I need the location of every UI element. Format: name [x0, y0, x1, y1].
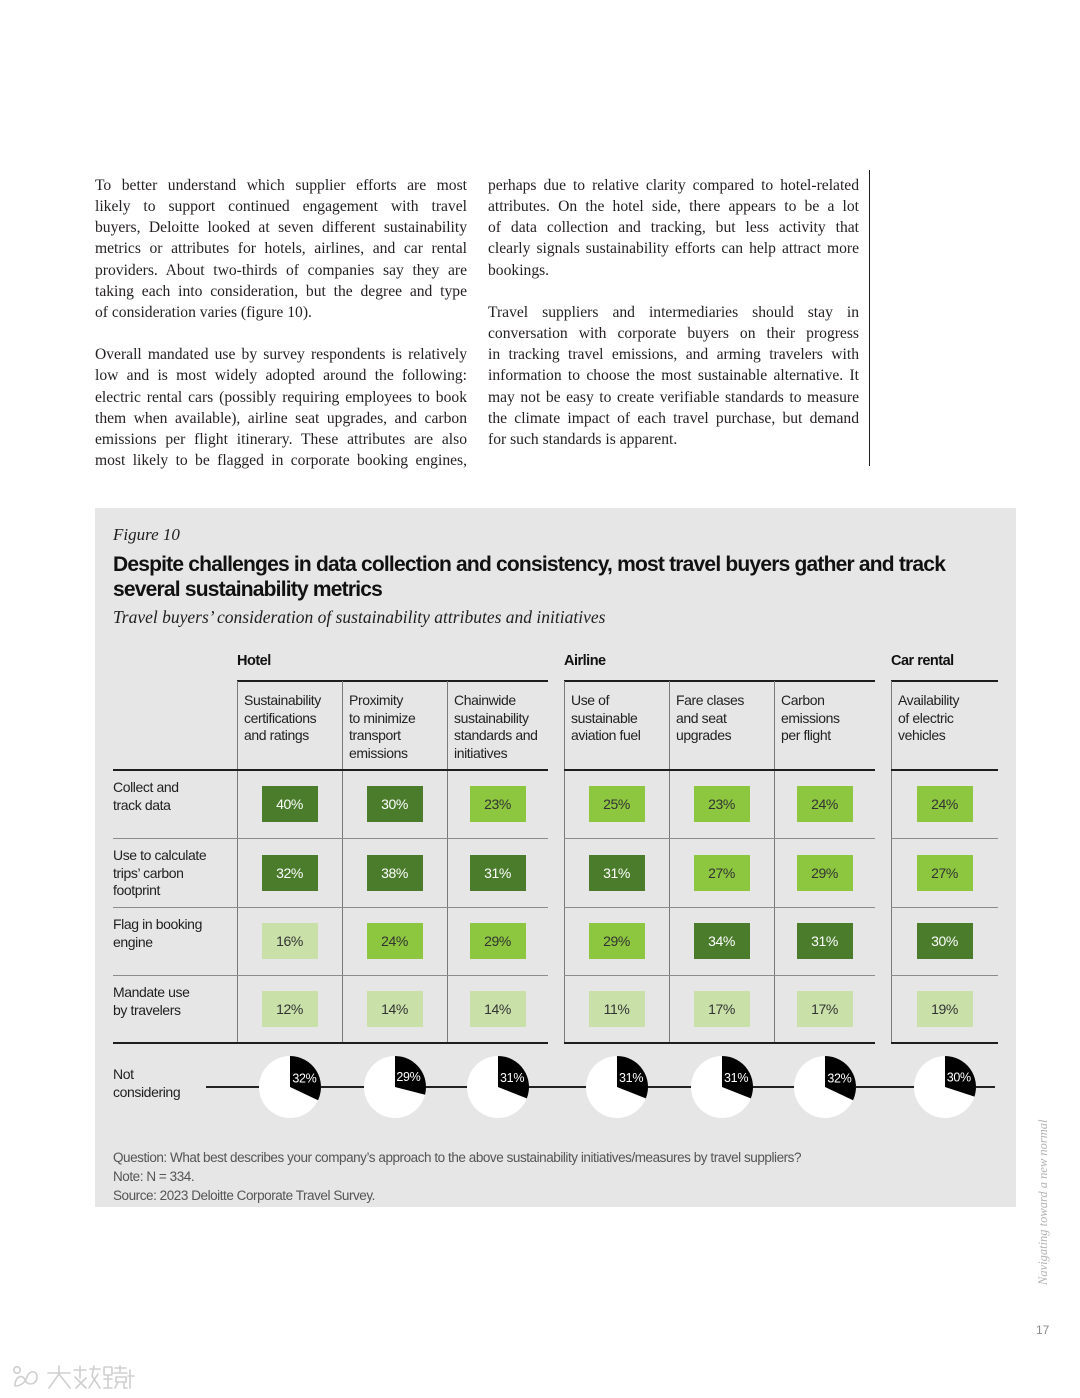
figure-title: Despite challenges in data collection and consistency, most travel buyers gather and track several sustainability metrics — [113, 553, 946, 601]
pie-label — [946, 1071, 970, 1085]
cell-value: 17 — [811, 1001, 826, 1017]
pie-label — [724, 1071, 748, 1085]
cell-unit: % — [395, 933, 408, 949]
cell-unit: % — [617, 933, 630, 949]
cell-value: 17 — [708, 1001, 723, 1017]
pie-label — [292, 1071, 316, 1085]
body-text-line: may not be easy to create verifiable standards to measure — [488, 388, 859, 406]
row-divider — [113, 769, 548, 771]
row-label — [113, 984, 231, 1019]
body-paragraph — [95, 344, 467, 471]
body-text-line: for such standards is apparent. — [488, 430, 678, 448]
cell-value: 31 — [811, 933, 826, 949]
column-header-line: vehicles — [898, 727, 946, 744]
heatmap-cell — [470, 786, 526, 822]
row-divider — [564, 907, 875, 908]
row-divider — [564, 769, 875, 771]
body-text-line: in tracking travel emissions, and arming travelers with — [488, 346, 859, 364]
group-top-rule — [564, 680, 875, 682]
body-paragraph — [488, 175, 859, 281]
body-text-line: electric rental cars (possibly requiring employees to book — [95, 388, 467, 406]
row-divider — [113, 975, 548, 976]
body-text-line: To better understand which supplier efforts are most — [95, 177, 467, 194]
figure-panel — [95, 508, 1016, 1207]
cell-value: 23 — [708, 796, 723, 812]
body-text-line: providers. About two-thirds of companies say they are — [95, 261, 467, 279]
heatmap-cell — [262, 991, 318, 1027]
heatmap-cell — [694, 786, 750, 822]
column-header — [349, 692, 444, 762]
cell-value: 14 — [484, 1001, 499, 1017]
cell-unit: % — [825, 933, 838, 949]
cell-unit: % — [290, 933, 303, 949]
heatmap-cell — [589, 923, 645, 959]
pie-label — [396, 1070, 420, 1084]
column-header — [454, 692, 545, 762]
cell-unit: % — [498, 864, 511, 881]
pie-value: 32 — [291, 1071, 306, 1086]
heatmap-cell — [470, 855, 526, 891]
column-header-line: Fare clases — [676, 692, 744, 708]
pie-unit: % — [736, 1070, 748, 1085]
column-divider-rule — [869, 170, 870, 466]
heatmap-cell — [694, 855, 750, 891]
cell-value: 24 — [381, 933, 396, 949]
row-divider — [891, 769, 998, 771]
not-considering-label-line: considering — [113, 1083, 181, 1100]
body-text-line: emissions per flight itinerary. These attributes are also — [95, 430, 467, 448]
column-header — [571, 692, 666, 745]
column-header-line: emissions — [781, 709, 840, 726]
pie-value: 31 — [499, 1070, 513, 1085]
cell-value: 32 — [276, 864, 291, 881]
row-label-line: Use to calculate — [113, 847, 207, 863]
group-header-hotel: Hotel — [237, 653, 271, 669]
not-considering-pie — [362, 1054, 428, 1120]
row-label-line: Flag in booking — [113, 916, 202, 932]
not-considering-pie — [465, 1054, 531, 1120]
cell-value: 11 — [603, 1001, 618, 1017]
body-column-right — [488, 175, 859, 471]
cell-value: 31 — [603, 864, 618, 881]
cell-unit: % — [498, 933, 511, 949]
cell-unit: % — [395, 1001, 408, 1017]
pie-value: 31 — [618, 1070, 632, 1085]
body-text-line: taking each into consideration, but the degree and type — [95, 282, 467, 300]
heatmap-cell — [589, 855, 645, 891]
not-considering-label — [113, 1066, 231, 1101]
cell-value: 29 — [484, 933, 499, 949]
pie-value: 31 — [723, 1070, 737, 1085]
cell-unit: % — [945, 1001, 958, 1017]
pie-value: 29 — [395, 1070, 410, 1085]
heatmap-cell — [367, 786, 423, 822]
heatmap-cell — [797, 855, 853, 891]
figure-label: Figure 10 — [113, 525, 180, 544]
row-divider — [113, 907, 548, 908]
column-header-line: certifications — [244, 709, 317, 726]
cell-unit: % — [722, 933, 735, 949]
body-text-line: metrics or attributes for hotels, airlines, and car rental — [95, 240, 467, 258]
column-header-line: Chainwide — [454, 692, 516, 708]
not-considering-pie — [689, 1054, 755, 1120]
cell-unit: % — [945, 796, 958, 812]
heatmap-cell — [262, 855, 318, 891]
cell-unit: % — [395, 796, 408, 812]
body-column-left — [95, 175, 467, 492]
pie-unit: % — [840, 1071, 851, 1086]
column-header-line: sustainable — [571, 709, 638, 726]
figure-source-note: Source: 2023 Deloitte Corporate Travel Survey. — [113, 1188, 375, 1203]
heatmap-cell — [367, 991, 423, 1027]
cell-unit: % — [722, 1001, 735, 1017]
cell-value: 38 — [381, 864, 396, 881]
body-text-line: perhaps due to relative clarity compared to hotel-related — [488, 177, 859, 194]
cell-unit: % — [617, 796, 630, 812]
heatmap-cell — [917, 991, 973, 1027]
cell-value: 27 — [931, 864, 946, 881]
column-header-line: aviation fuel — [571, 727, 641, 744]
cell-unit: % — [945, 933, 958, 949]
cell-unit: % — [498, 796, 511, 812]
body-text-line: the climate impact of each travel purchase, but demand — [488, 409, 859, 427]
group-top-rule — [237, 680, 548, 682]
cell-unit: % — [290, 1001, 303, 1017]
body-text-line: likely to support continued engagement with travel — [95, 198, 467, 216]
heatmap-cell — [917, 923, 973, 959]
body-paragraph — [95, 175, 467, 323]
body-text-line: buyers, Deloitte looked at seven different sustainability — [95, 219, 467, 237]
cell-value: 31 — [484, 864, 499, 881]
body-text-line: of consideration varies (figure 10). — [95, 303, 312, 321]
row-divider — [113, 838, 548, 839]
heatmap-cell — [917, 786, 973, 822]
cell-unit: % — [945, 864, 958, 881]
group-top-rule — [891, 680, 998, 682]
column-header-line: Carbon — [781, 692, 825, 708]
heatmap-cell — [694, 923, 750, 959]
cell-value: 29 — [811, 864, 826, 881]
not-considering-pie — [257, 1054, 323, 1120]
cell-unit: % — [290, 864, 303, 881]
column-header-line: Availability — [898, 692, 960, 708]
row-label-line: Mandate use — [113, 984, 190, 1000]
figure-subtitle: Travel buyers’ consideration of sustainability attributes and initiatives — [113, 607, 606, 627]
column-divider — [342, 681, 343, 1043]
watermark-logo — [10, 1362, 142, 1392]
row-label-line: engine — [113, 933, 153, 950]
cell-value: 29 — [603, 933, 618, 949]
heatmap-cell — [367, 855, 423, 891]
column-header-line: and seat — [676, 709, 727, 726]
row-divider — [891, 975, 998, 976]
not-considering-pie — [792, 1054, 858, 1120]
pie-label — [619, 1071, 643, 1085]
group-header-airline: Airline — [564, 653, 606, 669]
column-header — [898, 692, 995, 745]
heatmap-cell — [470, 923, 526, 959]
cell-value: 27 — [708, 864, 723, 881]
cell-value: 25 — [603, 796, 618, 812]
not-considering-pie — [912, 1054, 978, 1120]
row-divider — [891, 838, 998, 839]
column-divider — [669, 681, 670, 1043]
row-divider — [891, 1042, 998, 1044]
column-header-line: of electric — [898, 709, 954, 726]
row-divider — [113, 1042, 548, 1044]
column-header-line: to minimize — [349, 709, 416, 726]
pie-unit: % — [512, 1070, 524, 1085]
heatmap-cell — [262, 786, 318, 822]
cell-unit: % — [825, 864, 838, 881]
heatmap-cell — [470, 991, 526, 1027]
cell-unit: % — [617, 1001, 630, 1017]
pie-label — [500, 1071, 524, 1085]
column-header — [781, 692, 872, 745]
column-header-line: upgrades — [676, 727, 732, 744]
row-label-line: footprint — [113, 882, 160, 899]
body-text-line: of data collection and tracking, but less activity that — [488, 219, 859, 237]
cell-unit: % — [722, 864, 735, 881]
heatmap-cell — [262, 923, 318, 959]
column-header-line: Use of — [571, 692, 610, 708]
row-label — [113, 779, 231, 814]
column-divider — [774, 681, 775, 1043]
cell-value: 30 — [931, 933, 946, 949]
body-text-line: bookings. — [488, 261, 550, 279]
cell-unit: % — [395, 864, 408, 881]
column-header-line: transport — [349, 727, 401, 744]
cell-unit: % — [290, 796, 303, 812]
body-text-line: most likely to be flagged in corporate booking engines, — [95, 452, 467, 470]
pie-unit: % — [305, 1071, 316, 1086]
cell-unit: % — [825, 1001, 838, 1017]
pie-value: 30 — [946, 1070, 960, 1085]
cell-unit: % — [825, 796, 838, 812]
cell-value: 24 — [811, 796, 826, 812]
column-header-line: Proximity — [349, 692, 403, 708]
cell-unit: % — [617, 864, 630, 881]
cell-unit: % — [722, 796, 735, 812]
figure-sample-note: Note: N = 334. — [113, 1169, 195, 1184]
figure-question-note: Question: What best describes your company’s approach to the above sustainability initiatives/measures by travel suppliers? — [113, 1150, 802, 1165]
not-considering-pie — [584, 1054, 650, 1120]
column-header-line: Sustainability — [244, 692, 321, 708]
body-text-line: Travel suppliers and intermediaries should stay in — [488, 303, 859, 321]
cell-value: 14 — [381, 1001, 396, 1017]
pie-label — [827, 1071, 851, 1085]
column-header — [244, 692, 339, 745]
row-divider — [891, 907, 998, 908]
body-text-line: them when available), airline seat upgrades, and carbon — [95, 409, 467, 427]
pie-value: 32 — [826, 1071, 841, 1086]
running-head: Navigating toward a new normal — [1036, 1119, 1050, 1285]
cell-value: 12 — [276, 1001, 291, 1017]
column-divider — [564, 681, 565, 1043]
heatmap-table — [95, 508, 1016, 1207]
cell-value: 40 — [276, 796, 291, 812]
cell-value: 24 — [931, 796, 946, 812]
pie-unit: % — [409, 1070, 420, 1085]
cell-value: 30 — [381, 796, 396, 812]
body-text-line: clearly signals sustainability efforts can help attract more — [488, 240, 859, 258]
heatmap-cell — [797, 991, 853, 1027]
cell-value: 34 — [708, 933, 723, 949]
heatmap-cell — [589, 991, 645, 1027]
column-header — [676, 692, 771, 745]
body-text-line: conversation with corporate buyers on their progress — [488, 325, 859, 343]
column-header-line: emissions — [349, 744, 408, 761]
column-header-line: initiatives — [454, 744, 508, 761]
heatmap-cell — [797, 786, 853, 822]
column-header-line: and ratings — [244, 727, 309, 744]
column-divider — [447, 681, 448, 1043]
group-header-car-rental: Car rental — [891, 653, 954, 669]
body-text-line: attributes. On the hotel side, there appears to be a lot — [488, 198, 859, 216]
row-label-line: trips’ carbon — [113, 864, 184, 881]
page-number: 17 — [1036, 1323, 1050, 1337]
column-header-line: standards and — [454, 727, 538, 744]
row-divider — [564, 975, 875, 976]
pie-unit: % — [959, 1070, 971, 1085]
cell-value: 16 — [276, 933, 291, 949]
pie-unit: % — [631, 1070, 643, 1085]
column-divider — [891, 681, 892, 1043]
body-paragraph — [488, 302, 859, 450]
heatmap-cell — [589, 786, 645, 822]
column-header-line: sustainability — [454, 709, 529, 726]
column-header-line: per flight — [781, 727, 831, 744]
row-label-line: by travelers — [113, 1001, 181, 1018]
heatmap-cell — [917, 855, 973, 891]
row-divider — [564, 838, 875, 839]
row-label — [113, 847, 231, 900]
heatmap-cell — [797, 923, 853, 959]
not-considering-label-line: Not — [113, 1066, 134, 1082]
row-label-line: track data — [113, 796, 171, 813]
body-text-line: Overall mandated use by survey respondents is relatively — [95, 346, 467, 364]
body-text-line: low and is most widely adopted around the following: — [95, 367, 467, 385]
figure-notes — [113, 1148, 801, 1205]
cell-value: 23 — [484, 796, 499, 812]
heatmap-cell — [694, 991, 750, 1027]
heatmap-cell — [367, 923, 423, 959]
row-label — [113, 916, 231, 951]
cell-value: 19 — [931, 1001, 946, 1017]
column-divider — [237, 681, 238, 1043]
cell-unit: % — [498, 1001, 511, 1017]
row-label-line: Collect and — [113, 779, 179, 795]
row-divider — [564, 1042, 875, 1044]
body-text-line: information to choose the most sustainable alternative. It — [488, 367, 859, 385]
